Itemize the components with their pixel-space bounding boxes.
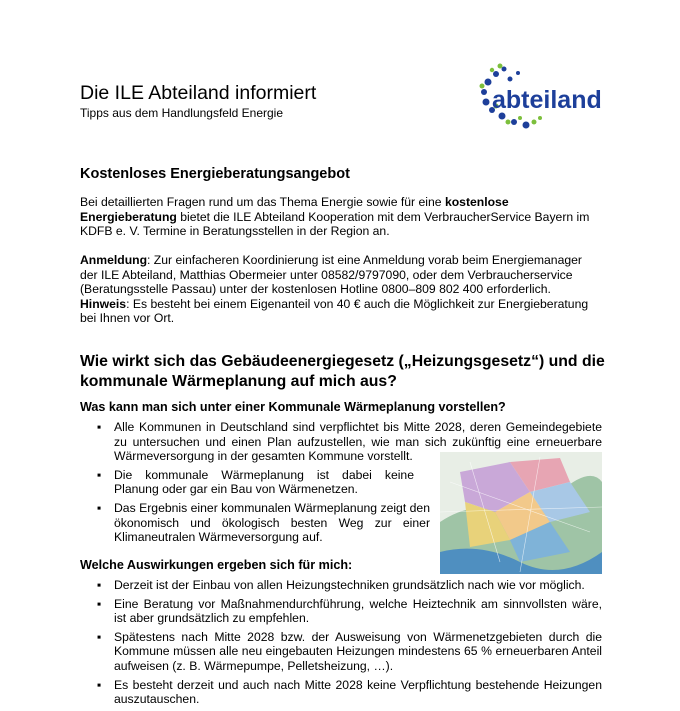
question-waermeplanung: Was kann man sich unter einer Kommunale Wärmeplanung vorstellen?: [80, 400, 506, 414]
list-item: ▪ Derzeit ist der Einbau von allen Heizungstechniken grundsätzlich nach wie vor möglich.: [97, 578, 585, 592]
section-heading-heizungsgesetz: Wie wirkt sich das Gebäudeenergiegesetz („Heizungsgesetz“) und die kommunale Wärmeplanung auf mich aus?: [80, 353, 605, 390]
auswirkungen-list: [80, 578, 602, 711]
abteiland-logo: [478, 62, 610, 134]
list-item: ▪ Das Ergebnis einer kommunalen Wärmeplanung zeigt den ökonomisch und ökologisch besten Weg zur einer Klimaneutralen Wärmeversorgung auf.: [97, 500, 430, 545]
intro-paragraph: Bei detaillierten Fragen rund um das Thema Energie sowie für eine kostenlose Energieberatung bietet die ILE Abteiland Kooperation mit dem VerbraucherService Bayern im KDFB e. V. Termine in Beratungsstellen in der Region an.: [80, 195, 590, 239]
anmeldung-paragraph: Anmeldung: Zur einfacheren Koordinierung ist eine Anmeldung vorab beim Energiemanager der ILE Abteiland, Matthias Obermeier unter 08582/9797090, oder dem Verbraucherservice (Beratungsstelle Passau) unter der kostenlosen Hotline 0800–809 802 400 erforderlich. Hinweis: Es besteht bei einem Eigenanteil von 40 € auch die Möglichkeit zur Energieberatung bei Ihnen vor Ort.: [80, 253, 589, 326]
list-item: ▪ Die kommunale Wärmeplanung ist dabei keine Planung oder gar ein Bau von Wärmenetzen.: [97, 467, 414, 497]
page-title: Die ILE Abteiland informiert: [80, 82, 317, 104]
list-item: ▪ Spätestens nach Mitte 2028 bzw. der Ausweisung von Wärmenetzgebieten durch die Kommune müssen alle neu eingebauten Heizungen mindestens 65 % erneuerbaren Anteil aufweisen (z. B. Wärmepumpe, Pelletsheizung, …).: [97, 629, 602, 673]
section-heading-energieberatung: Kostenloses Energieberatungsangebot: [80, 166, 350, 182]
list-item: ▪ Eine Beratung vor Maßnahmendurchführung, welche Heiztechnik am sinnvollsten wäre, ist aber grundsätzlich zu empfehlen.: [97, 596, 602, 626]
page-subtitle: Tipps aus dem Handlungsfeld Energie: [80, 106, 284, 120]
svg-text:abteiland: abteiland: [492, 86, 602, 114]
heat-planning-map-image: [440, 452, 602, 574]
list-item: ▪ Es besteht derzeit und auch nach Mitte 2028 keine Verpflichtung bestehende Heizungen auszutauschen.: [97, 677, 602, 707]
question-auswirkungen: Welche Auswirkungen ergeben sich für mich:: [80, 558, 353, 572]
list-item: ▪ Alle Kommunen in Deutschland sind verpflichtet bis Mitte 2028, deren Gemeindegebiete zu untersuchen und einen Plan aufzustellen, wie man sich zukünftig eine erneuerbare Wärmeversorgung in der gesamten Kommune vorstellt.: [97, 420, 602, 464]
